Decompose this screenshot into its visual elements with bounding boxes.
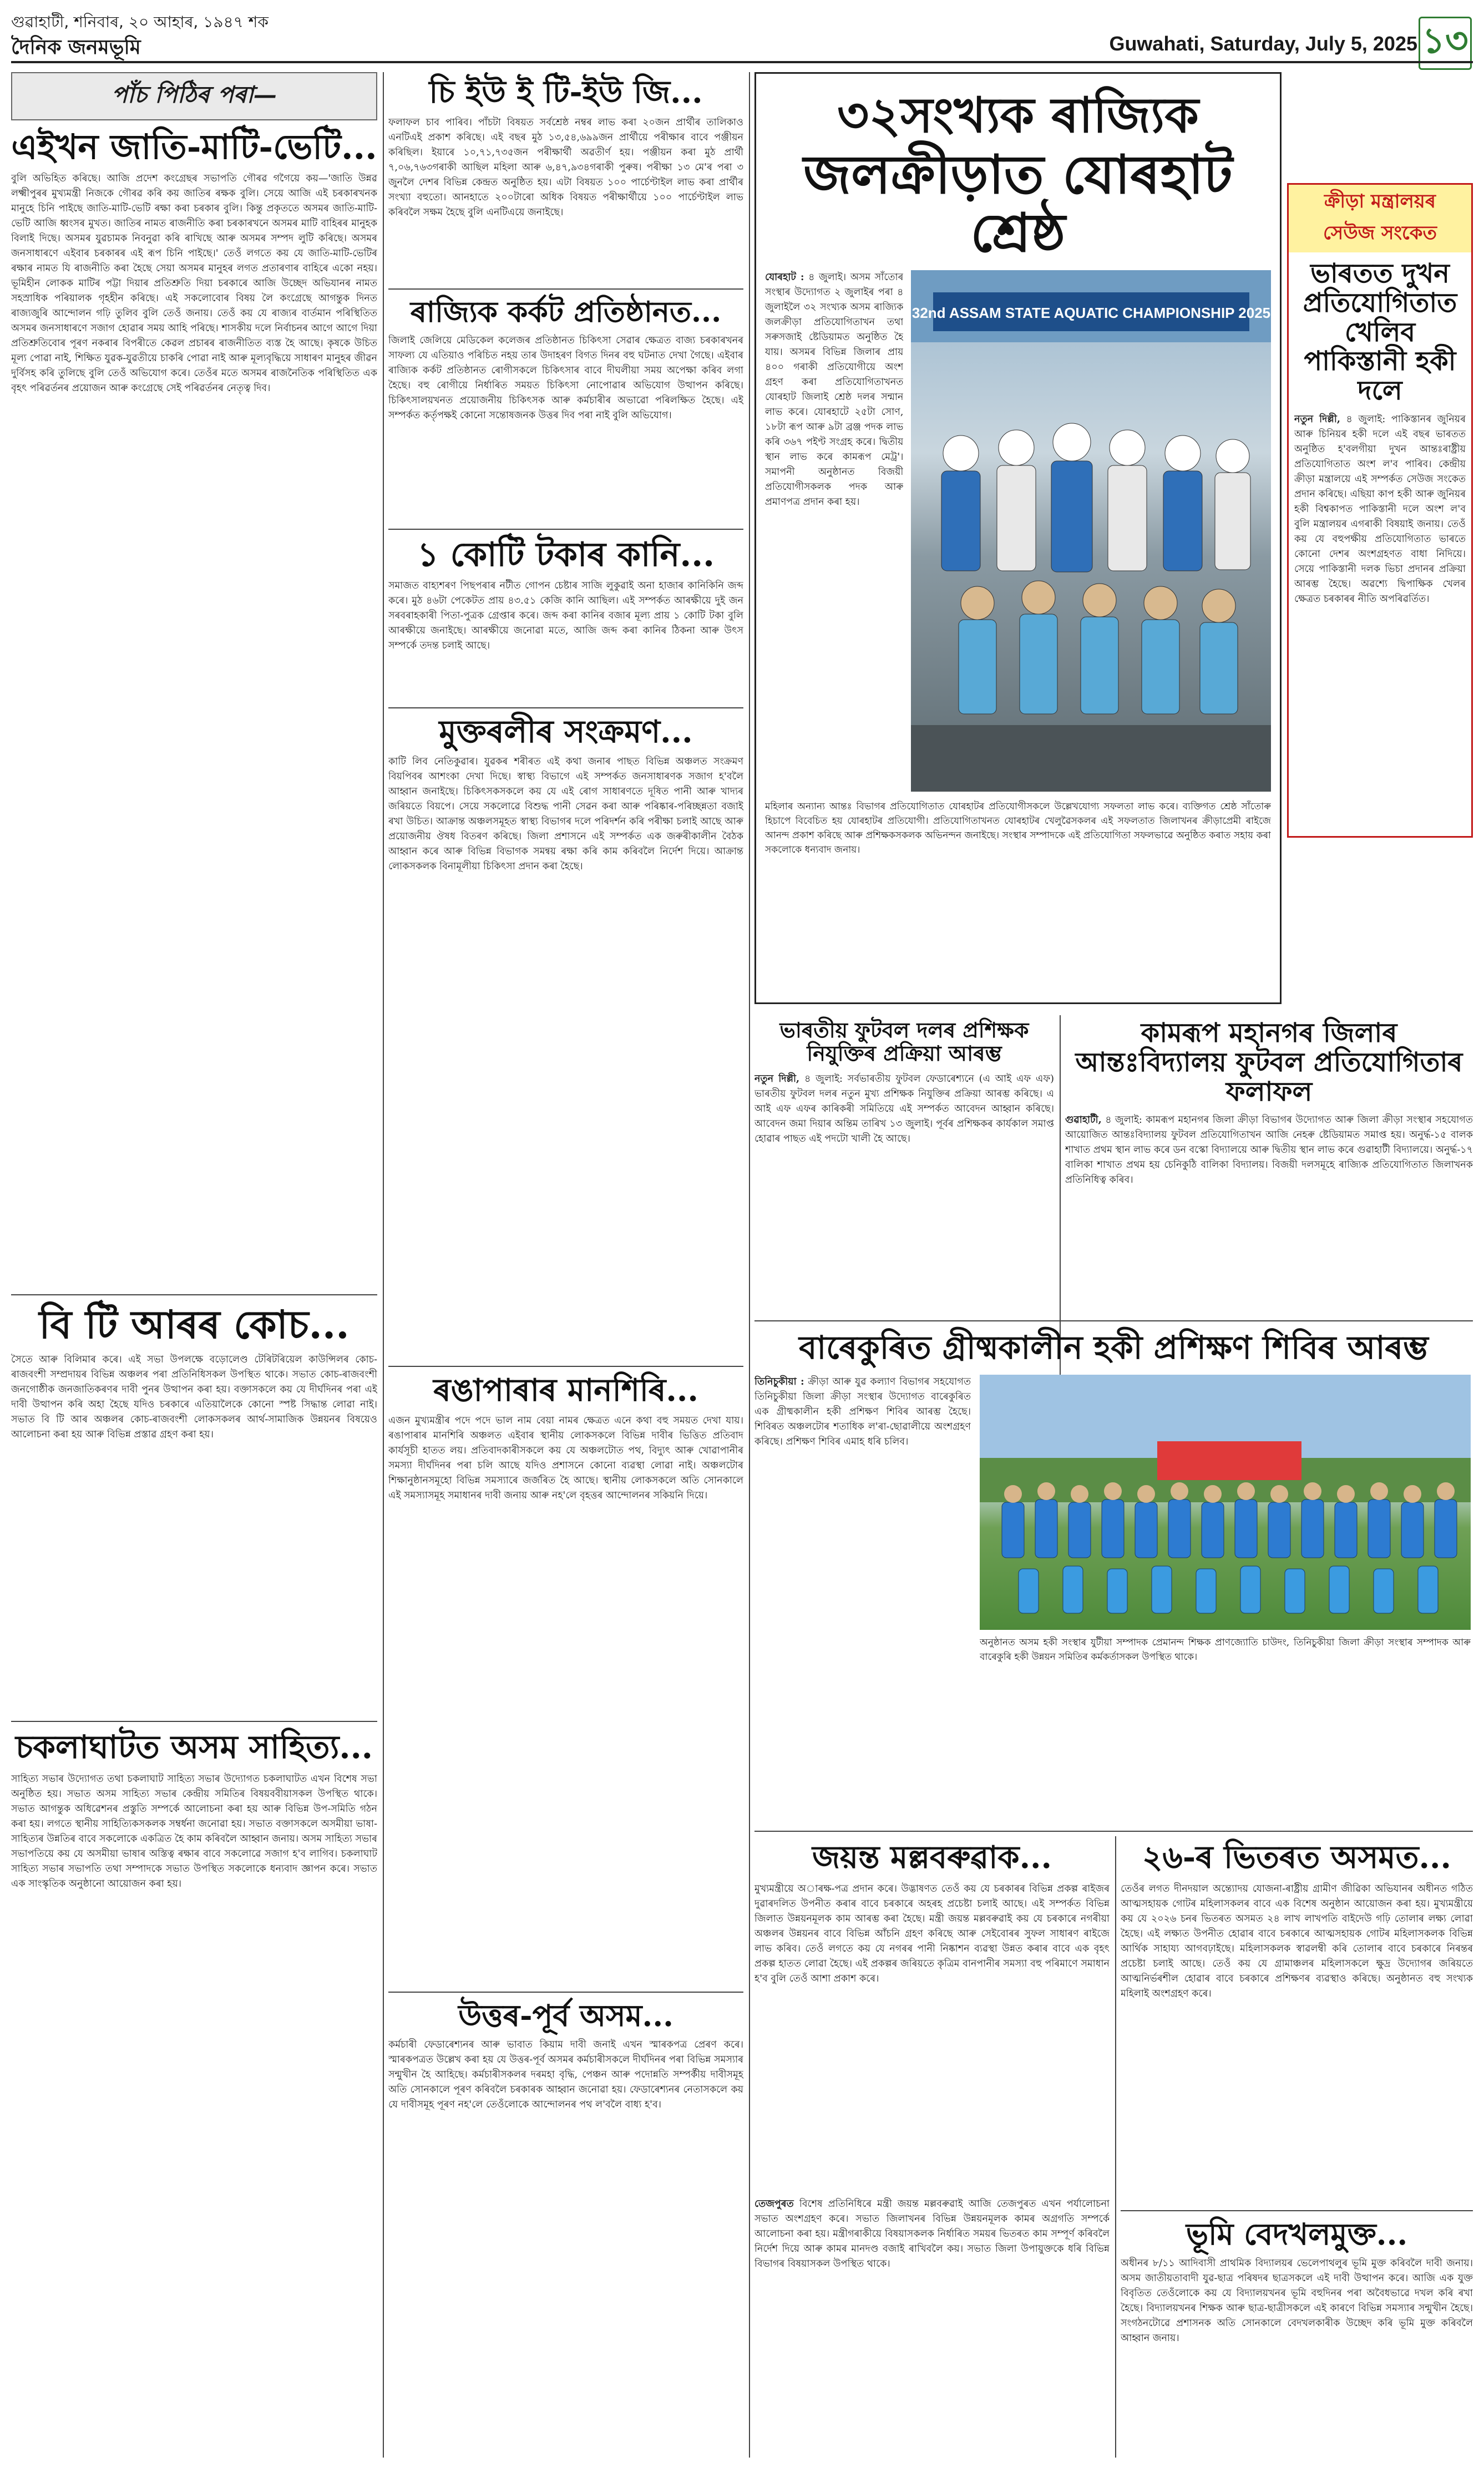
article-title: ২৬-ৰ ভিতৰত অসমত...	[1142, 1839, 1451, 1876]
sidebar-tag-line2: সেউজ সংকেত	[1323, 222, 1437, 244]
article-body-text: ক্ৰীড়া আৰু যুৱ কল্যাণ বিভাগৰ সহযোগত তিনিচুকীয়া জিলা ক্ৰীড়া সংস্থাৰ উদ্যোগত বাৰেকুৰিত এক গ্ৰীষ্মকালীন হকী প্ৰশিক্ষণ শিবিৰ আৰম্ভ হৈছে। শিবিৰত অঞ্চলটোৰ শতাধিক ল'ৰা-ছোৱালীয়ে অংশগ্ৰহণ কৰিছে। প্ৰশিক্ষণ শিবিৰ এমাহ ধৰি চলিব।	[754, 1376, 971, 1447]
photo-banner-text: 32nd ASSAM STATE AQUATIC CHAMPIONSHIP 2025	[912, 304, 1271, 321]
main-story-intro-text: ৪ জুলাই। অসম সাঁতোৰ সংস্থাৰ উদ্যোগত ২ জুলাইৰ পৰা ৪ জুলাইলৈ ৩২ সংখ্যক অসম ৰাজ্যিক জলক্ৰীড়া প্ৰতিযোগিতাখন তথা সৰুসজাই ষ্টেডিয়ামত অনুষ্ঠিত হৈ যায়। অসমৰ বিভিন্ন জিলাৰ প্ৰায় ৪০০ গৰাকী প্ৰতিযোগীয়ে অংশ গ্ৰহণ কৰা প্ৰতিযোগিতাখনত যোৰহাট জিলাই শ্ৰেষ্ঠ দলৰ সন্মান লাভ কৰে। যোৰহাটে ২৫টা সোণ, ১৮টা ৰূপ আৰু ৯টা ব্ৰঞ্জ পদক লাভ কৰি ৩৬৭ পইণ্ট সংগ্ৰহ কৰে। দ্বিতীয় স্থান লাভ কৰে কামৰূপ মেট্ৰ'। সমাপনী অনুষ্ঠানত বিজয়ী প্ৰতিযোগীসকলক পদক আৰু প্ৰমাণপত্ৰ প্ৰদান কৰা হয়।	[765, 271, 904, 508]
sidebar-tag	[1289, 185, 1471, 252]
main-story-dateline: যোৰহাট :	[765, 271, 804, 283]
article-body: সৈতে আৰু বিলিমাৰ কৰে। এই সভা উপলক্ষে বড়োলেণ্ড টেৰিটৰিয়েল কাউন্সিলৰ কোচ-ৰাজবংশী সম্প্ৰদায়ৰ বিভিন্ন অঞ্চলৰ পৰা প্ৰতিনিধিসকল উপস্থিত থাকে। সভাত কোচ-ৰাজবংশী জনগোষ্ঠীক জনজাতিকৰণৰ দাবী পুনৰ উত্থাপন কৰা হয়। বক্তাসকলে কয় যে দীৰ্ঘদিনৰ পৰা এই দাবী উত্থাপন কৰি অহা হৈছে যদিও চৰকাৰে এতিয়ালৈকে কোনো স্পষ্ট সিদ্ধান্ত লোৱা নাই। সভাত বি টি আৰ অঞ্চলৰ কোচ-ৰাজবংশী লোকসকলৰ আৰ্থ-সামাজিক উন্নয়নৰ বিষয়েও আলোচনা কৰা হয় আৰু বিভিন্ন প্ৰস্তাৱ গ্ৰহণ কৰা হয়।	[11, 1354, 377, 1441]
section-rule	[754, 1320, 1473, 1321]
header-date-assamese: গুৱাহাটী, শনিবাৰ, ২০ আহাৰ, ১৯৪৭ শক	[11, 13, 269, 31]
article-body-text: বিশেষ প্ৰতিনিধিৰে মন্ত্ৰী জয়ন্ত মল্লবৰুৱাই আজি তেজপুৰত এখন পৰ্যালোচনা সভাত অংশগ্ৰহণ কৰে। সভাত জিলাখনৰ বিভিন্ন উন্নয়নমূলক কামৰ অগ্ৰগতি সম্পৰ্কে আলোচনা কৰা হয়। মন্ত্ৰীগৰাকীয়ে বিষয়াসকলক নিৰ্ধাৰিত সময়ৰ ভিতৰত কাম সম্পূৰ্ণ কৰিবলৈ নিৰ্দেশ দিয়ে আৰু কামৰ মানদণ্ড বজাই ৰাখিবলৈ কয়। সভাত জিলা উপায়ুক্তকে ধৰি বিভিন্ন বিভাগৰ বিষয়াসকল উপস্থিত থাকে।	[754, 2198, 1110, 2270]
article-title: চকলাঘাটত অসম সাহিত্য...	[16, 1728, 373, 1766]
header-date-english: Guwahati, Saturday, July 5, 2025	[1109, 32, 1417, 55]
column-rule	[1115, 1836, 1116, 2458]
divider	[11, 1294, 377, 1295]
divider	[388, 288, 743, 290]
article-title: এইখন জাতি-মাটি-ভেটি...	[11, 126, 377, 167]
article-dateline: নতুন দিল্লী,	[754, 1073, 800, 1085]
column-left	[11, 72, 377, 2458]
page-number: ১৩	[1419, 17, 1472, 70]
main-story-title-line1: ৩২সংখ্যক ৰাজ্যিক	[837, 86, 1199, 144]
divider	[388, 529, 743, 530]
article-title: ১ কোটি টকাৰ কানি...	[417, 535, 715, 574]
divider	[388, 1366, 743, 1367]
divider	[11, 1721, 377, 1722]
article-dateline: গুৱাহাটী,	[1065, 1115, 1102, 1126]
divider	[388, 707, 743, 708]
sidebar-title: ভাৰতত দুখন প্ৰতিযোগিতাত খেলিব পাকিস্তানী হকী দলে	[1303, 258, 1457, 407]
divider	[388, 1992, 743, 1993]
article-body: সমাজত বাহ্যশৰণ পিছপৰাৰ নটীত গোপন চেষ্টাৰ সাজি লুকুৱাই অনা হাজাৰ কানিকিনি জব্দ কৰে। মুঠ ৪৬টা পেকেটত প্ৰায় ৪৩.৫১ কেজি কানি আছিল। এই সম্পৰ্কত আৰক্ষীয়ে দুই জন সৰবৰাহকাৰী পিতা-পুত্ৰক গ্ৰেপ্তাৰ কৰে। জব্দ কৰা কানিৰ বজাৰ মূল্য প্ৰায় ১ কোটি টকা বুলি আৰক্ষীয়ে জনাইছে। আৰক্ষীয়ে জনোৱা মতে, আজি জব্দ কৰা কানিৰ ঠিকনা আৰু উৎস সম্পৰ্কে তদন্ত চলাই আছে।	[388, 580, 743, 651]
bottom-right-column	[1121, 1836, 1473, 2458]
article-title: ভাৰতীয় ফুটবল দলৰ প্ৰশিক্ষক নিযুক্তিৰ প্ৰক্ৰিয়া আৰম্ভ	[779, 1017, 1029, 1066]
column-rule	[749, 72, 750, 2458]
section-rule	[754, 1831, 1473, 1832]
article-body: ফলাফল চাব পাৰিব। পাঁচটা বিষয়ত সৰ্বশ্ৰেষ্ঠ নম্বৰ লাভ কৰা ২০জন প্ৰাৰ্থীৰ তালিকাও এনটিএই প্ৰকাশ কৰিছে। এই বছৰ মুঠ ১৩,৫৪,৬৯৯জন প্ৰাৰ্থীয়ে পৰীক্ষাৰ বাবে পঞ্জীয়ন কৰিছিল। ইয়াৰে ১০,৭১,৭৩৫জন পৰীক্ষাৰ্থী অৱতীৰ্ণ হয়। পঞ্জীয়ন কৰা মুঠ প্ৰাৰ্থী ৭,০৬,৭৬৩গৰাকী আছিল মহিলা আৰু ৬,৪৭,৯৩৪গৰাকী পুৰুষ। পৰীক্ষা ১৩ মে'ৰ পৰা ৩ জুনলৈ দেশৰ বিভিন্ন কেন্দ্ৰত অনুষ্ঠিত হয়। এটা বিষয়ত ১০০ পাৰ্চেণ্টাইল লাভ কৰা প্ৰাৰ্থীৰ সংখ্যা বহুতো। আনহাতে ২০০টাৰো অধিক বিষয়ত পৰীক্ষাৰ্থীয়ে ১০০ পাৰ্চেণ্টাইল লাভ কৰিবলৈ সক্ষম হৈছে বুলি এনটিএয়ে জনাইছে।	[388, 116, 743, 218]
article-subhead: তেজপুৰত	[754, 2198, 794, 2210]
article-title: মুক্তৰলীৰ সংক্ৰমণ...	[439, 713, 693, 750]
article-body-text: ৪ জুলাই: কামৰূপ মহানগৰ জিলা ক্ৰীড়া বিভাগৰ উদ্যোগত আৰু জিলা ক্ৰীড়া সংস্থাৰ সহযোগত আয়োজিত আন্তঃবিদ্যালয় ফুটবল প্ৰতিযোগিতাখন আজি নেহৰু ষ্টেডিয়ামত সমাপ্ত হয়। অনুৰ্দ্ধ-১৫ বালক শাখাত প্ৰথম স্থান লাভ কৰে ডন বস্কো বিদ্যালয়ে আৰু দ্বিতীয় স্থান লাভ কৰে গুৱাহাটী বিদ্যালয়ে। অনুৰ্দ্ধ-১৭ বালিকা শাখাত প্ৰথম হয় চেনিকুঠি বালিকা বিদ্যালয়। বিজয়ী দলসমূহে ৰাজ্যিক প্ৰতিযোগিতাত জিলাখনক প্ৰতিনিধিত্ব কৰিব।	[1065, 1115, 1473, 1186]
sidebar-tag-line1: ক্ৰীড়া মন্ত্ৰালয়ৰ	[1324, 190, 1436, 212]
article-title: চি ইউ ই টি-ইউ জি...	[429, 74, 703, 110]
column-middle	[388, 72, 743, 2458]
article-body: তেওঁৰ লগত দীনদয়াল অন্ত্যোদয় যোজনা-ৰাষ্ট্ৰীয় গ্ৰামীণ জীৱিকা অভিযানৰ অধীনত গঠিত আত্মসহায়ক গোটৰ মহিলাসকলৰ বাবে এক বিশেষ অনুষ্ঠান আয়োজন কৰা হয়। মুখ্যমন্ত্ৰীয়ে কয় যে ২০২৬ চনৰ ভিতৰত অসমত ২৪ লাখ লাখপতি বাইদেউ গঢ়ি তোলাৰ লক্ষ্য লোৱা হৈছে। এই লক্ষ্যত উপনীত হোৱাৰ বাবে চৰকাৰে আত্মসহায়ক গোটৰ মহিলাসকলক বিভিন্ন আৰ্থিক সাহায্য আগবঢ়াইছে। মহিলাসকলক স্বাৱলম্বী কৰি তোলাৰ বাবে চৰকাৰে নিৰন্তৰ প্ৰচেষ্টা চলাই আছে। তেওঁ কয় যে গ্ৰামাঞ্চলৰ মহিলাসকলে ক্ষুদ্ৰ উদ্যোগৰ জৰিয়তে আত্মনিৰ্ভৰশীল হোৱাৰ বাবে চৰকাৰে প্ৰশিক্ষণৰ ব্যৱস্থাও কৰিছে। অনুষ্ঠানত বহু সংখ্যক মহিলাই অংশগ্ৰহণ কৰে।	[1121, 1883, 1473, 1999]
hockey-camp-article	[754, 1326, 1473, 1814]
article-body-text: ৪ জুলাই: সৰ্বভাৰতীয় ফুটবল ফেডাৰেশ্যনে (এ আই এফ এফ) ভাৰতীয় ফুটবল দলৰ নতুন মুখ্য প্ৰশিক্ষক নিযুক্তিৰ প্ৰক্ৰিয়া আৰম্ভ কৰিছে। এ আই এফ এফৰ কাৰিকৰী সমিতিয়ে এই সম্পৰ্কত আবেদন আহ্বান কৰিছে। আবেদন জমা দিয়াৰ অন্তিম তাৰিখ ১৩ জুলাই। পূৰ্বৰ প্ৰশিক্ষকৰ কাৰ্যকাল সমাপ্ত হোৱাৰ পাছত এই পদটো খালী হৈ আছে।	[754, 1073, 1054, 1144]
article-title: কামৰূপ মহানগৰ জিলাৰ আন্তঃবিদ্যালয় ফুটবল প্ৰতিযোগিতাৰ ফলাফল	[1075, 1017, 1463, 1107]
hockey-camp-photo-illustration	[980, 1375, 1471, 1630]
article-body	[754, 1375, 971, 1741]
article-title: বাৰেকুৰিত গ্ৰীষ্মকালীন হকী প্ৰশিক্ষণ শিবিৰ আৰম্ভ	[799, 1329, 1429, 1366]
article-body: সাহিত্য সভাৰ উদ্যোগত তথা চকলাঘাট সাহিত্য সভাৰ উদ্যোগত চকলাঘাটত এখন বিশেষ সভা অনুষ্ঠিত হয়। সভাত অসম সাহিত্য সভাৰ কেন্দ্ৰীয় সমিতিৰ বিষয়ববীয়াসকল উপস্থিত থাকে। সভাত আগন্তুক অধিৱেশনৰ প্ৰস্তুতি সম্পৰ্কে আলোচনা কৰা হয় আৰু বিভিন্ন উপ-সমিতি গঠন কৰা হয়। লগতে স্থানীয় সাহিত্যিকসকলক সম্বৰ্ধনা জনোৱা হয়। সভাত বক্তাসকলে অসমীয়া ভাষা-সাহিত্যৰ উন্নতিৰ বাবে সকলোকে একত্ৰিত হৈ কাম কৰিবলৈ আহ্বান জনায়। অসম সাহিত্য সভাৰ সভাপতিয়ে কয় যে অসমীয়া ভাষাৰ অস্তিত্ব ৰক্ষাৰ বাবে সকলোৱে সজাগ হ'ব লাগিব। চকলাঘাট সাহিত্য সভাৰ সভাপতি তথা সম্পাদকে সভাত উপস্থিত সকলোকে ধন্যবাদ জ্ঞাপন কৰে। সভাত এক সাংস্কৃতিক অনুষ্ঠানো আয়োজন কৰা হয়।	[11, 1773, 377, 1889]
section-label: পাঁচ পিঠিৰ পৰা—	[11, 72, 377, 120]
article-body: জিলাই জেলিয়ে মেডিকেল কলেজৰ প্ৰতিষ্ঠানত চিকিৎসা সেৱাৰ ক্ষেত্ৰত বাজ্য চৰকাৰখনৰ সাফল্য যে এতিয়াও পৰিচিত নহয় তাৰ উদাহৰণ বিগত দিনৰ বহু ঘটনাত দেখা গৈছে। এইবাৰ ৰাজ্যিক কৰ্কট প্ৰতিষ্ঠানত ৰোগীসকলে চিকিৎসাৰ বাবে দীঘলীয়া সময় অপেক্ষা কৰিব লগা হৈছে। বহু ৰোগীয়ে নিৰ্ধাৰিত সময়ত চিকিৎসা নোপোৱাৰ অভিযোগ উত্থাপন কৰিছে। চিকিৎসালয়খনত প্ৰয়োজনীয় চিকিৎসক আৰু কৰ্মচাৰীৰ অভাৱো পৰিলক্ষিত হৈছে। এই সম্পৰ্কত কৰ্তৃপক্ষই কোনো সন্তোষজনক উত্তৰ দিব পৰা নাই বুলি অভিযোগ।	[388, 335, 743, 421]
article-body	[754, 2197, 1110, 2430]
article-dateline: তিনিচুকীয়া :	[754, 1376, 804, 1387]
article-body: এজন মুখ্যমন্ত্ৰীৰ পদে পদে ভাল নাম বেয়া নামৰ ক্ষেত্ৰত এনে কথা বহু সময়ত দেখা যায়। ৰঙাপাৰাৰ মানশিৰি অঞ্চলত এইবাৰ স্থানীয় লোকসকলে বিভিন্ন দাবীৰ ভিত্তিত প্ৰতিবাদ কাৰ্যসূচী হাতত লয়। প্ৰতিবাদকাৰীসকলে কয় যে অঞ্চলটোত পথ, বিদ্যুৎ আৰু খোৱাপানীৰ সমস্যা দীৰ্ঘদিনৰ পৰা চলি আছে যদিও প্ৰশাসনে কোনো ব্যৱস্থা লোৱা নাই। অঞ্চলটোৰ শিক্ষানুষ্ঠানসমূহো বিভিন্ন সমস্যাৰে জৰ্জৰিত হৈ আছে। স্থানীয় লোকসকলে অতি সোনকালে এই সমস্যাসমূহ সমাধানৰ দাবী জনায় আৰু নহ'লে বৃহত্তৰ আন্দোলনৰ সকিয়নি দিয়ে।	[388, 1415, 743, 1501]
header-rule	[11, 61, 1473, 63]
sidebar-box	[1287, 183, 1473, 838]
divider	[1121, 2210, 1473, 2211]
hockey-camp-photo	[980, 1375, 1471, 1630]
article-title: ৰাজ্যিক কৰ্কট প্ৰতিষ্ঠানত...	[410, 295, 722, 329]
main-story-photo-caption: মহিলাৰ অন্যান্য আন্তঃ বিভাগৰ প্ৰতিযোগিতাত যোৰহাটৰ প্ৰতিযোগীসকলে উল্লেখযোগ্য সফলতা লাভ কৰে। ব্যক্তিগত শ্ৰেষ্ঠ সাঁতোৰু হিচাপে বিবেচিত হয় যোৰহাটৰ প্ৰতিযোগী। প্ৰতিযোগিতাখনত যোৰহাটৰ খেলুৱৈসকলৰ এই সফলতাত জিলাখনৰ ক্ৰীড়াপ্ৰেমী ৰাইজে আনন্দ প্ৰকাশ কৰিছে আৰু প্ৰশিক্ষকসকলক অভিনন্দন জনাইছে। সংস্থাৰ সম্পাদকে এই প্ৰতিযোগিতা সফলভাৱে অনুষ্ঠিত কৰাত সহায় কৰা সকলোকে ধন্যবাদ জনায়।	[765, 801, 1271, 855]
article-body: অধীনৰ ৮/১১ আদিবাসী প্ৰাথমিক বিদ্যালয়ৰ ভেলেপাথলুৰ ভূমি মুক্ত কৰিবলৈ দাবী জনায়। অসম জাতীয়তাবাদী যুৱ-ছাত্ৰ পৰিষদৰ ছাত্ৰসকলে এই দাবী উত্থাপন কৰে। আজি এক যুক্ত বিবৃতিত তেওঁলোকে কয় যে বিদ্যালয়খনৰ ভূমি বহুদিনৰ পৰা অবৈধভাৱে দখল কৰি ৰখা হৈছে। বিদ্যালয়খনৰ শিক্ষক আৰু ছাত্ৰ-ছাত্ৰীসকলে এই কাৰণে বিভিন্ন সমস্যাৰ সন্মুখীন হৈছে। সংগঠনটোৱে প্ৰশাসনক অতি সোনকালে বেদখলকাৰীক উচ্ছেদ কৰি ভূমি মুক্ত কৰিবলৈ আহ্বান জনায়।	[1121, 2257, 1473, 2344]
paper-name: দৈনিক জনমভূমি	[11, 36, 141, 59]
aquatic-team-photo	[911, 270, 1271, 792]
sidebar-body	[1294, 412, 1466, 812]
article-body: মুখ্যমন্ত্ৰীয়ে অাৰক্ষ-পত্ৰ প্ৰদান কৰে। উদ্ভাষণত তেওঁ কয় যে চৰকাৰৰ বিভিন্ন প্ৰকল্প ৰাইজৰ দুৱাৰদলিত উপনীত কৰাৰ বাবে চৰকাৰে অহৰহ প্ৰচেষ্টা চলাই আছে। এই সম্পৰ্কত বিভিন্ন জিলাত উন্নয়নমূলক কাম আৰম্ভ কৰা হৈছে। মন্ত্ৰী জয়ন্ত মল্লবৰুৱাই কয় যে চৰকাৰে নগৰীয়া অঞ্চলৰ উন্নয়নৰ বাবে বিভিন্ন আঁচনি গ্ৰহণ কৰিছে আৰু সেইবোৰৰ সুফল সাধাৰণ ৰাইজে লাভ কৰিব। তেওঁ লগতে কয় যে নগৰৰ পানী নিষ্কাশন ব্যৱস্থা উন্নত কৰাৰ বাবে এক বৃহৎ প্ৰকল্প হাতত লোৱা হৈছে। এই প্ৰকল্পৰ জৰিয়তে কৃত্ৰিম বানপানীৰ সমস্যা বহু পৰিমাণে সমাধান হ'ব বুলি তেওঁ আশা প্ৰকাশ কৰে।	[754, 1883, 1110, 1984]
main-story-intro	[765, 270, 903, 792]
hockey-camp-caption: অনুষ্ঠানত অসম হকী সংস্থাৰ যুটীয়া সম্পাদক প্ৰেমানন্দ শিক্ষক প্ৰাণজ্যোতি চাউদং, তিনিচুকীয়া জিলা ক্ৰীড়া সংস্থাৰ সম্পাদক আৰু বাৰেকুৰি হকী উন্নয়ন সমিতিৰ কৰ্মকৰ্তাসকল উপস্থিত থাকে।	[980, 1637, 1471, 1663]
article-body: কৰ্মচাৰী ফেডাৰেশ্যনৰ আৰু ভাবাত কিয়াম দাবী জনাই এখন স্মাৰকপত্ৰ প্ৰেৰণ কৰে। স্মাৰকপত্ৰত উল্লেখ কৰা হয় যে উত্তৰ-পূৰ্ব অসমৰ কৰ্মচাৰীসকলে দীৰ্ঘদিনৰ পৰা বিভিন্ন সমস্যাৰ সন্মুখীন হৈ আহিছে। কৰ্মচাৰীসকলৰ দৰমহা বৃদ্ধি, পেঞ্চন আৰু পদোন্নতি সম্পৰ্কীয় দাবীসমূহ অতি সোনকালে পূৰণ কৰিবলৈ চৰকাৰক আহ্বান জনোৱা হয়। ফেডাৰেশ্যনৰ নেতাসকলে কয় যে দাবীসমূহ পূৰণ নহ'লে তেওঁলোকে আন্দোলনৰ পথ ল'বলৈ বাধ্য হ'ব।	[388, 2039, 743, 2111]
article-body: কাটি লিব নেতিকুৱাৰ। যুৱকৰ শৰীৰত এই কথা জনাৰ পাছত বিভিন্ন অঞ্চলত সংক্ৰমণ বিয়পিবৰ আশংকা দেখা দিছে। স্বাস্থ্য বিভাগে এই সম্পৰ্কত জনসাধাৰণক সজাগ হ'বলৈ আহ্বান জনাইছে। চিকিৎসকসকলে কয় যে এই ৰোগ সাধাৰণতে দূষিত পানী আৰু খাদ্যৰ জৰিয়তে বিয়পে। সেয়ে সকলোৱে বিশুদ্ধ পানী সেৱন কৰা আৰু পৰিষ্কাৰ-পৰিচ্ছন্নতা বজাই ৰখা উচিত। আক্ৰান্ত অঞ্চলসমূহত স্বাস্থ্য বিভাগৰ দলে পৰিদৰ্শন কৰি পৰীক্ষা চলাই আছে আৰু প্ৰয়োজনীয় ঔষধ বিতৰণ কৰিছে। জিলা প্ৰশাসনে এই সম্পৰ্কত এক জৰুৰীকালীন বৈঠক আহ্বান কৰে আৰু বিভিন্ন বিভাগক সমন্বয় ৰক্ষা কৰি কাম কৰিবলৈ নিৰ্দেশ দিয়ে। আক্ৰান্ত লোকসকলক বিনামূলীয়া চিকিৎসা প্ৰদান কৰা হৈছে।	[388, 756, 743, 873]
article-title: জয়ন্ত মল্লবৰুৱাক...	[812, 1839, 1052, 1876]
bottom-middle-column	[754, 1836, 1110, 2458]
article-title: বি টি আৰৰ কোচ...	[39, 1301, 350, 1348]
sidebar-dateline: নতুন দিল্লী,	[1294, 413, 1340, 425]
article-title: ভূমি বেদখলমুক্ত...	[1186, 2216, 1408, 2252]
aquatic-team-photo-illustration	[911, 270, 1271, 792]
article-title: ৰঙাপাৰাৰ মানশিৰি...	[433, 1372, 698, 1409]
main-story-title-line2: জলক্ৰীড়াত যোৰহাট শ্ৰেষ্ঠ	[803, 143, 1233, 265]
sidebar-body-text: ৪ জুলাই: পাকিস্তানৰ জুনিয়ৰ আৰু চিনিয়ৰ হকী দলে এই বছৰ ভাৰতত অনুষ্ঠিত হ'বলগীয়া দুখন আন্তঃৰাষ্ট্ৰীয় প্ৰতিযোগিতাত অংশ ল'ব পাৰিব। কেন্দ্ৰীয় ক্ৰীড়া মন্ত্ৰালয়ে এই সম্পৰ্কত সেউজ সংকেত প্ৰদান কৰিছে। এছিয়া কাপ হকী আৰু জুনিয়ৰ হকী বিশ্বকাপত পাকিস্তানী দলে অংশ ল'ব বুলি মন্ত্ৰালয়ৰ এগৰাকী বিষয়াই জনায়। তেওঁ কয় যে বহুপক্ষীয় প্ৰতিযোগিতাত ভাৰতে কোনো দেশৰ অংশগ্ৰহণত বাধা নিদিয়ে। সেয়ে পাকিস্তানী দলক ভিচা প্ৰদানৰ প্ৰক্ৰিয়া আৰম্ভ হৈছে। অৱশ্যে দ্বিপাক্ষিক খেলৰ ক্ষেত্ৰত চৰকাৰৰ নীতি অপৰিৱৰ্তিত।	[1294, 413, 1466, 605]
article-body: বুলি অভিহিত কৰিছে। আজি প্ৰদেশ কংগ্ৰেছৰ সভাপতি গৌৰৱ গগৈয়ে কয়—'জাতি উন্নৱ লক্ষ্মীপুৰৰ মুখ্যমন্ত্ৰী নিজকে গৌৰৱ কৰি কয় জাতিৰ ৰক্ষক বুলি। সেয়ে আজি এই চৰকাৰখনক মানুহে চিনি পাইছে জাতি-মাটি-ভেটি ৰক্ষা কৰা চৰকাৰ বুলি। কিন্তু প্ৰকৃততে অসমৰ জাতি-মাটি-ভেটি আজি ধ্বংসৰ মুখত। জাতিৰ নামত ৰাজনীতি কৰা চৰকাৰখনে অসমৰ মাটি বাহিৰৰ মানুহক বিলাই দিছে। অসমৰ যুৱচামক নিবনুৱা কৰি ৰাখিছে আৰু অসমৰ সম্পদ লুটি কৰিছে। অসমৰ জনসাধাৰণে এইবাৰ চৰকাৰৰ এই ৰূপ চিনি পাইছে।' তেওঁ লগতে কয় যে জাতি-মাটি-ভেটিৰ ৰক্ষাৰ নামত যি ৰাজনীতি কৰা হৈছে সেয়া অসমৰ মানুহৰ লগত প্ৰতাৰণাৰ বাহিৰে একো নহয়। ভূমিহীন লোকক মাটিৰ পট্টা দিয়াৰ প্ৰতিশ্ৰুতি দিয়া চৰকাৰে আজি উচ্ছেদ অভিযানৰ নামত সহস্ৰাধিক পৰিয়ালক গৃহহীন কৰিছে। এই সকলোবোৰ বিষয় লৈ কংগ্ৰেছে আগন্তুক দিনত ৰাজ্যজুৰি আন্দোলন গঢ়ি তুলিব বুলি তেওঁ জনায়। তেওঁ কয় যে ৰাজ্যৰ বাৰ্তমান পৰিস্থিতিত অসমৰ জনসাধাৰণে সজাগ হোৱাৰ সময় আহি পৰিছে। শাসকীয় দলে নিৰ্বাচনৰ আগে আগে দিয়া প্ৰতিশ্ৰুতিবোৰ পূৰণ নকৰাৰ বিপৰীতে কেৱল প্ৰচাৰৰ ৰাজনীতিত ব্যস্ত হৈ আছে। কৃষকে উচিত মূল্য পোৱা নাই, শিক্ষিত যুৱক-যুৱতীয়ে চাকৰি পোৱা নাই আৰু মূল্যবৃদ্ধিয়ে সাধাৰণ মানুহৰ জীৱন দুৰ্বিসহ কৰি তুলিছে বুলি তেওঁ অভিযোগ কৰে। তেওঁৰ মতে অসমৰ ৰাজনৈতিক পৰিস্থিতিত এক বৃহৎ পৰিৱৰ্তনৰ প্ৰয়োজন আৰু কংগ্ৰেছে সেই পৰিৱৰ্তনৰ নেতৃত্ব দিব।	[11, 173, 377, 394]
column-rule	[383, 72, 384, 2458]
article-title: উত্তৰ-পূৰ্ব অসম...	[458, 1997, 673, 2033]
main-story-box	[754, 72, 1282, 1004]
